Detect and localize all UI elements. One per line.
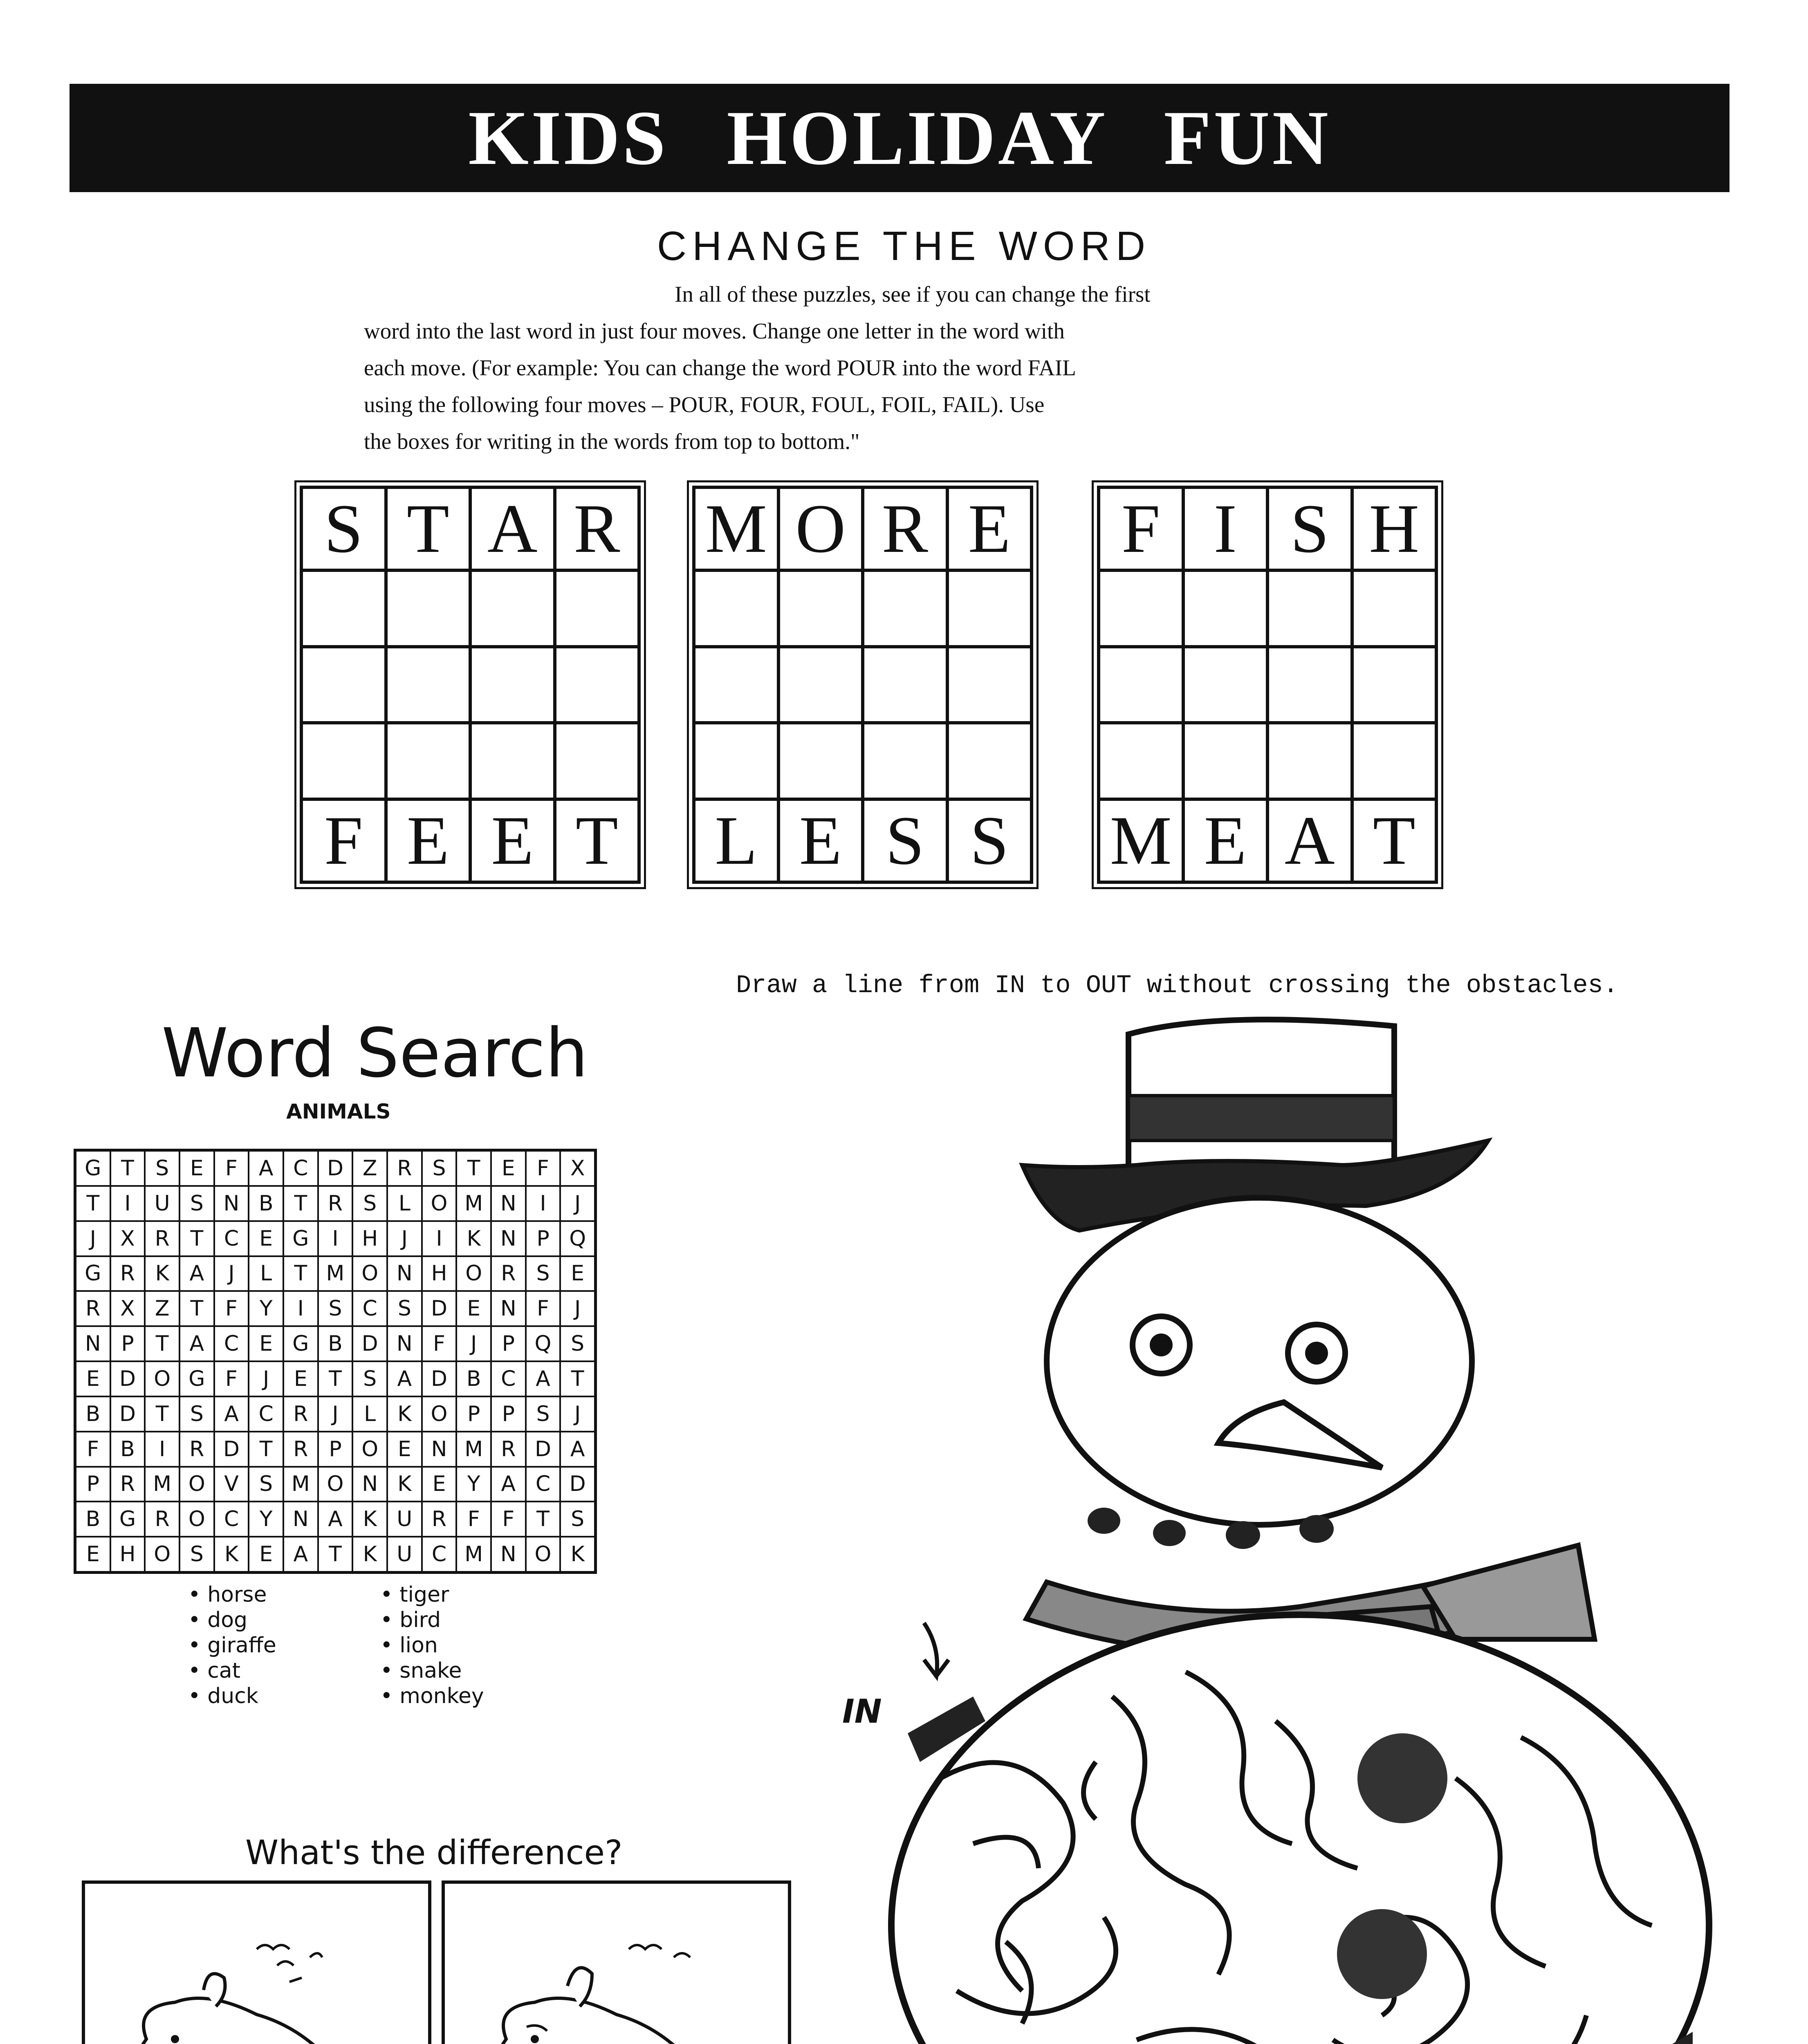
word-search-letter[interactable]: O xyxy=(179,1502,214,1537)
puzzle-blank-box[interactable] xyxy=(1267,723,1352,799)
word-search-letter[interactable]: L xyxy=(387,1186,422,1221)
puzzle-blank-box[interactable] xyxy=(694,647,778,723)
puzzle-end-letter: A xyxy=(1267,799,1352,882)
word-puzzle-more-less xyxy=(687,480,1039,889)
word-search-letter[interactable]: E xyxy=(179,1151,214,1186)
word-search-letter[interactable]: F xyxy=(76,1432,110,1467)
word-search-letter[interactable]: P xyxy=(110,1326,145,1361)
puzzle-blank-box[interactable] xyxy=(1267,647,1352,723)
word-search-letter[interactable]: S xyxy=(249,1467,283,1502)
word-search-letter[interactable]: S xyxy=(387,1291,422,1326)
word-search-letter[interactable]: U xyxy=(387,1502,422,1537)
page-banner xyxy=(70,84,1729,192)
word-search-letter[interactable]: E xyxy=(456,1291,491,1326)
word-search-letter[interactable]: N xyxy=(387,1326,422,1361)
word-search-letter[interactable]: O xyxy=(179,1467,214,1502)
word-search-letter[interactable]: B xyxy=(318,1326,353,1361)
word-list-right xyxy=(380,1582,484,1709)
word-search-letter[interactable]: R xyxy=(76,1291,110,1326)
puzzle-blank-box[interactable] xyxy=(863,570,947,647)
word-search-letter[interactable]: O xyxy=(456,1256,491,1291)
word-search-letter[interactable]: T xyxy=(76,1186,110,1221)
instruction-line: using the following four moves – POUR, FOUR, FOUL, FOIL, FAIL). Use xyxy=(364,392,1045,417)
word-search-letter[interactable]: B xyxy=(456,1361,491,1396)
word-search-letter[interactable]: T xyxy=(283,1256,318,1291)
word-search-letter[interactable]: N xyxy=(387,1256,422,1291)
word-search-letter[interactable]: R xyxy=(491,1432,526,1467)
word-search-letter[interactable]: T xyxy=(179,1291,214,1326)
word-search-letter[interactable]: X xyxy=(560,1151,595,1186)
word-search-subtitle: ANIMALS xyxy=(286,1100,391,1123)
word-search-letter[interactable]: T xyxy=(318,1537,353,1572)
puzzle-blank-box[interactable] xyxy=(1267,570,1352,647)
word-search-letter[interactable]: A xyxy=(526,1361,561,1396)
puzzle-blank-box[interactable] xyxy=(778,723,863,799)
puzzle-start-letter: O xyxy=(778,487,863,570)
puzzle-blank-box[interactable] xyxy=(386,647,471,723)
word-search-letter[interactable]: R xyxy=(422,1502,457,1537)
word-search-letter[interactable]: I xyxy=(110,1186,145,1221)
word-search-letter[interactable]: A xyxy=(318,1502,353,1537)
word-search-letter[interactable]: E xyxy=(249,1221,283,1256)
word-search-letter[interactable]: F xyxy=(422,1326,457,1361)
word-search-letter[interactable]: O xyxy=(422,1186,457,1221)
word-search-letter[interactable]: E xyxy=(76,1361,110,1396)
word-search-letter[interactable]: O xyxy=(145,1361,179,1396)
puzzle-blank-box[interactable] xyxy=(301,570,386,647)
word-search-letter[interactable]: C xyxy=(214,1221,249,1256)
maze-in-label: IN xyxy=(842,1692,882,1730)
pig-panel-2 xyxy=(442,1880,791,2044)
word-search-letter[interactable]: U xyxy=(387,1537,422,1572)
word-search-letter[interactable]: I xyxy=(318,1221,353,1256)
word-search-letter[interactable]: R xyxy=(318,1186,353,1221)
word-search-letter[interactable]: J xyxy=(560,1186,595,1221)
puzzle-blank-box[interactable] xyxy=(778,570,863,647)
word-search-letter[interactable]: E xyxy=(249,1326,283,1361)
word-search-letter[interactable]: N xyxy=(422,1432,457,1467)
word-search-letter[interactable]: O xyxy=(422,1396,457,1432)
word-search-letter[interactable]: T xyxy=(179,1221,214,1256)
word-search-letter[interactable]: N xyxy=(283,1502,318,1537)
puzzle-blank-box[interactable] xyxy=(555,570,639,647)
word-search-letter[interactable]: A xyxy=(387,1361,422,1396)
puzzle-blank-box[interactable] xyxy=(1352,647,1437,723)
puzzle-start-letter: A xyxy=(470,487,555,570)
word-search-letter[interactable]: C xyxy=(283,1151,318,1186)
word-search-letter[interactable]: G xyxy=(283,1326,318,1361)
pig-icon xyxy=(445,1884,788,2044)
puzzle-blank-box[interactable] xyxy=(1183,570,1268,647)
word-search-letter[interactable]: T xyxy=(249,1432,283,1467)
word-search-letter[interactable]: C xyxy=(491,1361,526,1396)
puzzle-blank-box[interactable] xyxy=(1352,570,1437,647)
word-search-letter[interactable]: C xyxy=(526,1467,561,1502)
puzzle-end-letter: S xyxy=(863,799,947,882)
word-search-letter[interactable]: Y xyxy=(249,1291,283,1326)
puzzle-end-letter: S xyxy=(947,799,1032,882)
word-search-letter[interactable]: N xyxy=(491,1186,526,1221)
puzzle-blank-box[interactable] xyxy=(301,647,386,723)
word-search-letter[interactable]: K xyxy=(387,1467,422,1502)
word-search-letter[interactable]: N xyxy=(214,1186,249,1221)
puzzle-blank-box[interactable] xyxy=(555,647,639,723)
word-search-letter[interactable]: S xyxy=(560,1326,595,1361)
word-search-letter[interactable]: R xyxy=(145,1502,179,1537)
word-search-letter[interactable]: T xyxy=(318,1361,353,1396)
word-search-letter[interactable]: S xyxy=(179,1396,214,1432)
word-search-letter[interactable]: O xyxy=(145,1537,179,1572)
word-search-letter[interactable]: R xyxy=(110,1467,145,1502)
word-search-letter[interactable]: F xyxy=(214,1151,249,1186)
word-search-letter[interactable]: H xyxy=(110,1537,145,1572)
word-list-item: • cat xyxy=(188,1659,241,1683)
word-search-letter[interactable]: G xyxy=(110,1502,145,1537)
word-list-item: • dog xyxy=(188,1608,248,1632)
word-search-letter[interactable]: B xyxy=(76,1502,110,1537)
word-search-letter[interactable]: J xyxy=(560,1396,595,1432)
snowman-maze[interactable] xyxy=(850,1002,1766,2044)
word-search-letter[interactable]: K xyxy=(214,1537,249,1572)
word-search-letter[interactable]: D xyxy=(110,1361,145,1396)
word-search-letter[interactable]: D xyxy=(318,1151,353,1186)
word-puzzle-fish-meat xyxy=(1092,480,1443,889)
puzzle-end-letter: F xyxy=(301,799,386,882)
word-search-letter[interactable]: T xyxy=(560,1361,595,1396)
puzzle-end-letter: T xyxy=(555,799,639,882)
change-the-word-instructions xyxy=(364,276,1263,460)
word-search-letter[interactable]: Q xyxy=(560,1221,595,1256)
word-search-letter[interactable]: A xyxy=(560,1432,595,1467)
word-search-letter[interactable]: S xyxy=(422,1151,457,1186)
word-search-title: Word Search xyxy=(162,1014,588,1092)
puzzle-start-letter: M xyxy=(694,487,778,570)
word-search-letter[interactable]: O xyxy=(352,1432,387,1467)
banner-title: KIDS HOLIDAY FUN xyxy=(468,95,1331,181)
word-search-letter[interactable]: X xyxy=(110,1221,145,1256)
word-search-letter[interactable]: I xyxy=(145,1432,179,1467)
word-search-letter[interactable]: D xyxy=(352,1326,387,1361)
word-search-letter[interactable]: O xyxy=(526,1537,561,1572)
word-search-letter[interactable]: N xyxy=(491,1291,526,1326)
word-search-letter[interactable]: N xyxy=(76,1326,110,1361)
pig-panel-1 xyxy=(82,1880,431,2044)
puzzle-start-letter: R xyxy=(555,487,639,570)
puzzle-end-letter: E xyxy=(470,799,555,882)
word-search-grid[interactable] xyxy=(74,1149,597,1574)
word-search-letter[interactable]: P xyxy=(318,1432,353,1467)
word-search-letter[interactable]: C xyxy=(249,1396,283,1432)
word-search-letter[interactable]: Z xyxy=(352,1151,387,1186)
word-search-letter[interactable]: R xyxy=(145,1221,179,1256)
word-list-left xyxy=(188,1582,276,1709)
word-search-letter[interactable]: D xyxy=(526,1432,561,1467)
word-search-letter[interactable]: J xyxy=(560,1291,595,1326)
puzzle-blank-box[interactable] xyxy=(555,723,639,799)
puzzle-end-letter: E xyxy=(386,799,471,882)
snowman-head xyxy=(1047,1198,1472,1525)
word-search-letter[interactable]: F xyxy=(456,1502,491,1537)
word-search-letter[interactable]: S xyxy=(560,1502,595,1537)
instruction-line: each move. (For example: You can change the word POUR into the word FAIL xyxy=(364,355,1076,380)
word-search-letter[interactable]: E xyxy=(249,1537,283,1572)
puzzle-blank-box[interactable] xyxy=(694,723,778,799)
word-search-letter[interactable]: F xyxy=(214,1361,249,1396)
word-search-letter[interactable]: A xyxy=(214,1396,249,1432)
puzzle-end-letter: E xyxy=(778,799,863,882)
puzzle-blank-box[interactable] xyxy=(1183,647,1268,723)
word-search-letter[interactable]: T xyxy=(145,1326,179,1361)
word-search-letter[interactable]: Y xyxy=(456,1467,491,1502)
word-search-letter[interactable]: R xyxy=(179,1432,214,1467)
word-search-letter[interactable]: J xyxy=(249,1361,283,1396)
word-search-letter[interactable]: M xyxy=(318,1256,353,1291)
word-search-letter[interactable]: R xyxy=(387,1151,422,1186)
word-search-letter[interactable]: B xyxy=(76,1396,110,1432)
word-search-letter[interactable]: N xyxy=(352,1467,387,1502)
word-search-letter[interactable]: T xyxy=(145,1396,179,1432)
puzzle-blank-box[interactable] xyxy=(863,647,947,723)
word-search-letter[interactable]: K xyxy=(456,1221,491,1256)
word-search-letter[interactable]: G xyxy=(179,1361,214,1396)
word-search-letter[interactable]: Q xyxy=(526,1326,561,1361)
word-search-letter[interactable]: A xyxy=(179,1326,214,1361)
puzzle-blank-box[interactable] xyxy=(470,723,555,799)
instruction-line: the boxes for writing in the words from top to bottom." xyxy=(364,429,860,454)
word-search-letter[interactable]: K xyxy=(387,1396,422,1432)
word-list-item: • monkey xyxy=(380,1684,484,1708)
word-search-letter[interactable]: R xyxy=(110,1256,145,1291)
puzzle-blank-box[interactable] xyxy=(947,647,1032,723)
word-search-letter[interactable]: E xyxy=(560,1256,595,1291)
puzzle-start-letter: F xyxy=(1099,487,1183,570)
word-search-letter[interactable]: Z xyxy=(145,1291,179,1326)
word-search-letter[interactable]: V xyxy=(214,1467,249,1502)
puzzle-blank-box[interactable] xyxy=(1352,723,1437,799)
word-search-letter[interactable]: F xyxy=(526,1151,561,1186)
word-search-letter[interactable]: J xyxy=(76,1221,110,1256)
word-search-letter[interactable]: M xyxy=(456,1186,491,1221)
word-list-item: • bird xyxy=(380,1608,441,1632)
puzzle-blank-box[interactable] xyxy=(386,723,471,799)
word-search-letter[interactable]: L xyxy=(249,1256,283,1291)
word-search-letter[interactable]: G xyxy=(76,1256,110,1291)
word-search-letter[interactable]: O xyxy=(318,1467,353,1502)
word-list-item: • snake xyxy=(380,1659,462,1683)
word-search-letter[interactable]: T xyxy=(110,1151,145,1186)
word-search-letter[interactable]: M xyxy=(456,1432,491,1467)
word-search-letter[interactable]: K xyxy=(352,1537,387,1572)
word-list-item: • lion xyxy=(380,1633,438,1658)
word-search-letter[interactable]: P xyxy=(491,1326,526,1361)
puzzle-start-letter: S xyxy=(301,487,386,570)
word-search-letter[interactable]: E xyxy=(422,1467,457,1502)
word-search-letter[interactable]: L xyxy=(352,1396,387,1432)
word-search-letter[interactable]: D xyxy=(422,1291,457,1326)
word-search-letter[interactable]: M xyxy=(145,1467,179,1502)
puzzle-blank-box[interactable] xyxy=(863,723,947,799)
word-list-item: • duck xyxy=(188,1684,258,1708)
puzzle-end-letter: L xyxy=(694,799,778,882)
change-the-word-title: CHANGE THE WORD xyxy=(657,223,1151,269)
word-search-letter[interactable]: S xyxy=(352,1361,387,1396)
puzzle-blank-box[interactable] xyxy=(1183,723,1268,799)
word-search-letter[interactable]: B xyxy=(110,1432,145,1467)
word-search-letter[interactable]: Y xyxy=(249,1502,283,1537)
puzzle-blank-box[interactable] xyxy=(470,570,555,647)
word-search-letter[interactable]: F xyxy=(491,1502,526,1537)
word-search-letter[interactable]: C xyxy=(214,1502,249,1537)
puzzle-start-letter: R xyxy=(863,487,947,570)
word-search-letter[interactable]: E xyxy=(76,1537,110,1572)
word-search-letter[interactable]: C xyxy=(352,1291,387,1326)
instruction-line: In all of these puzzles, see if you can change the first xyxy=(675,282,1151,307)
puzzle-start-letter: T xyxy=(386,487,471,570)
puzzle-end-letter: M xyxy=(1099,799,1183,882)
button-icon xyxy=(1357,1733,1447,1823)
word-search-letter[interactable]: P xyxy=(491,1396,526,1432)
word-search-letter[interactable]: I xyxy=(283,1291,318,1326)
word-search-letter[interactable]: A xyxy=(179,1256,214,1291)
puzzle-blank-box[interactable] xyxy=(386,570,471,647)
word-search-letter[interactable]: I xyxy=(422,1221,457,1256)
pig-icon xyxy=(85,1884,428,2044)
word-search-letter[interactable]: H xyxy=(422,1256,457,1291)
puzzle-end-letter: T xyxy=(1352,799,1437,882)
word-puzzle-star-feet xyxy=(294,480,646,889)
word-search-letter[interactable]: J xyxy=(318,1396,353,1432)
word-search-letter[interactable]: S xyxy=(352,1186,387,1221)
word-search-letter[interactable]: K xyxy=(352,1502,387,1537)
word-search-letter[interactable]: G xyxy=(76,1151,110,1186)
puzzle-blank-box[interactable] xyxy=(1099,723,1183,799)
word-search-letter[interactable]: S xyxy=(179,1186,214,1221)
puzzle-blank-box[interactable] xyxy=(301,723,386,799)
word-list-item: • horse xyxy=(188,1582,267,1607)
word-search-letter[interactable]: K xyxy=(560,1537,595,1572)
word-search-letter[interactable]: A xyxy=(283,1537,318,1572)
word-search-letter[interactable]: I xyxy=(526,1186,561,1221)
word-search-letter[interactable]: B xyxy=(249,1186,283,1221)
word-search-letter[interactable]: T xyxy=(283,1186,318,1221)
button-icon xyxy=(1337,1909,1427,1999)
word-search-letter[interactable]: A xyxy=(491,1467,526,1502)
puzzle-blank-box[interactable] xyxy=(1099,570,1183,647)
word-search-letter[interactable]: T xyxy=(456,1151,491,1186)
word-search-letter[interactable]: D xyxy=(422,1361,457,1396)
word-search-letter[interactable]: S xyxy=(179,1537,214,1572)
word-search-letter[interactable]: F xyxy=(526,1291,561,1326)
word-search-letter[interactable]: U xyxy=(145,1186,179,1221)
word-search-letter[interactable]: T xyxy=(526,1502,561,1537)
word-search-letter[interactable]: S xyxy=(318,1291,353,1326)
instruction-line: word into the last word in just four moves. Change one letter in the word with xyxy=(364,318,1065,343)
word-search-letter[interactable]: O xyxy=(352,1256,387,1291)
word-search-letter[interactable]: N xyxy=(491,1537,526,1572)
word-search-letter[interactable]: M xyxy=(283,1467,318,1502)
word-search-letter[interactable]: J xyxy=(214,1256,249,1291)
in-arrow-icon xyxy=(924,1623,949,1676)
word-search-letter[interactable]: G xyxy=(283,1221,318,1256)
word-search-letter[interactable]: X xyxy=(110,1291,145,1326)
puzzle-start-letter: E xyxy=(947,487,1032,570)
word-search-letter[interactable]: P xyxy=(76,1467,110,1502)
maze-instruction: Draw a line from IN to OUT without crossing the obstacles. xyxy=(736,971,1618,1000)
word-search-letter[interactable]: P xyxy=(456,1396,491,1432)
puzzle-blank-box[interactable] xyxy=(947,570,1032,647)
word-search-letter[interactable]: F xyxy=(214,1291,249,1326)
word-search-letter[interactable]: E xyxy=(283,1361,318,1396)
word-search-letter[interactable]: E xyxy=(491,1151,526,1186)
puzzle-blank-box[interactable] xyxy=(778,647,863,723)
word-search-letter[interactable]: R xyxy=(283,1432,318,1467)
word-search-letter[interactable]: J xyxy=(456,1326,491,1361)
puzzle-start-letter: H xyxy=(1352,487,1437,570)
puzzle-blank-box[interactable] xyxy=(1099,647,1183,723)
word-list-item: • tiger xyxy=(380,1582,449,1607)
word-search-letter[interactable]: S xyxy=(526,1256,561,1291)
word-search-letter[interactable]: D xyxy=(110,1396,145,1432)
puzzle-blank-box[interactable] xyxy=(694,570,778,647)
puzzle-blank-box[interactable] xyxy=(470,647,555,723)
word-search-letter[interactable]: N xyxy=(491,1221,526,1256)
word-search-letter[interactable]: M xyxy=(456,1537,491,1572)
word-search-letter[interactable]: H xyxy=(352,1221,387,1256)
word-search-letter[interactable]: C xyxy=(214,1326,249,1361)
word-search-letter[interactable]: P xyxy=(526,1221,561,1256)
word-search-letter[interactable]: S xyxy=(145,1151,179,1186)
word-search-letter[interactable]: A xyxy=(249,1151,283,1186)
word-search-letter[interactable]: C xyxy=(422,1537,457,1572)
word-search-letter[interactable]: E xyxy=(387,1432,422,1467)
difference-title: What's the difference? xyxy=(245,1833,623,1872)
word-search-letter[interactable]: R xyxy=(491,1256,526,1291)
word-search-letter[interactable]: J xyxy=(387,1221,422,1256)
word-search-letter[interactable]: D xyxy=(214,1432,249,1467)
word-list-item: • giraffe xyxy=(188,1633,276,1658)
puzzle-blank-box[interactable] xyxy=(947,723,1032,799)
puzzle-end-letter: E xyxy=(1183,799,1268,882)
word-search-letter[interactable]: R xyxy=(283,1396,318,1432)
puzzle-start-letter: S xyxy=(1267,487,1352,570)
word-search-letter[interactable]: D xyxy=(560,1467,595,1502)
word-search-letter[interactable]: K xyxy=(145,1256,179,1291)
puzzle-start-letter: I xyxy=(1183,487,1268,570)
word-search-letter[interactable]: S xyxy=(526,1396,561,1432)
